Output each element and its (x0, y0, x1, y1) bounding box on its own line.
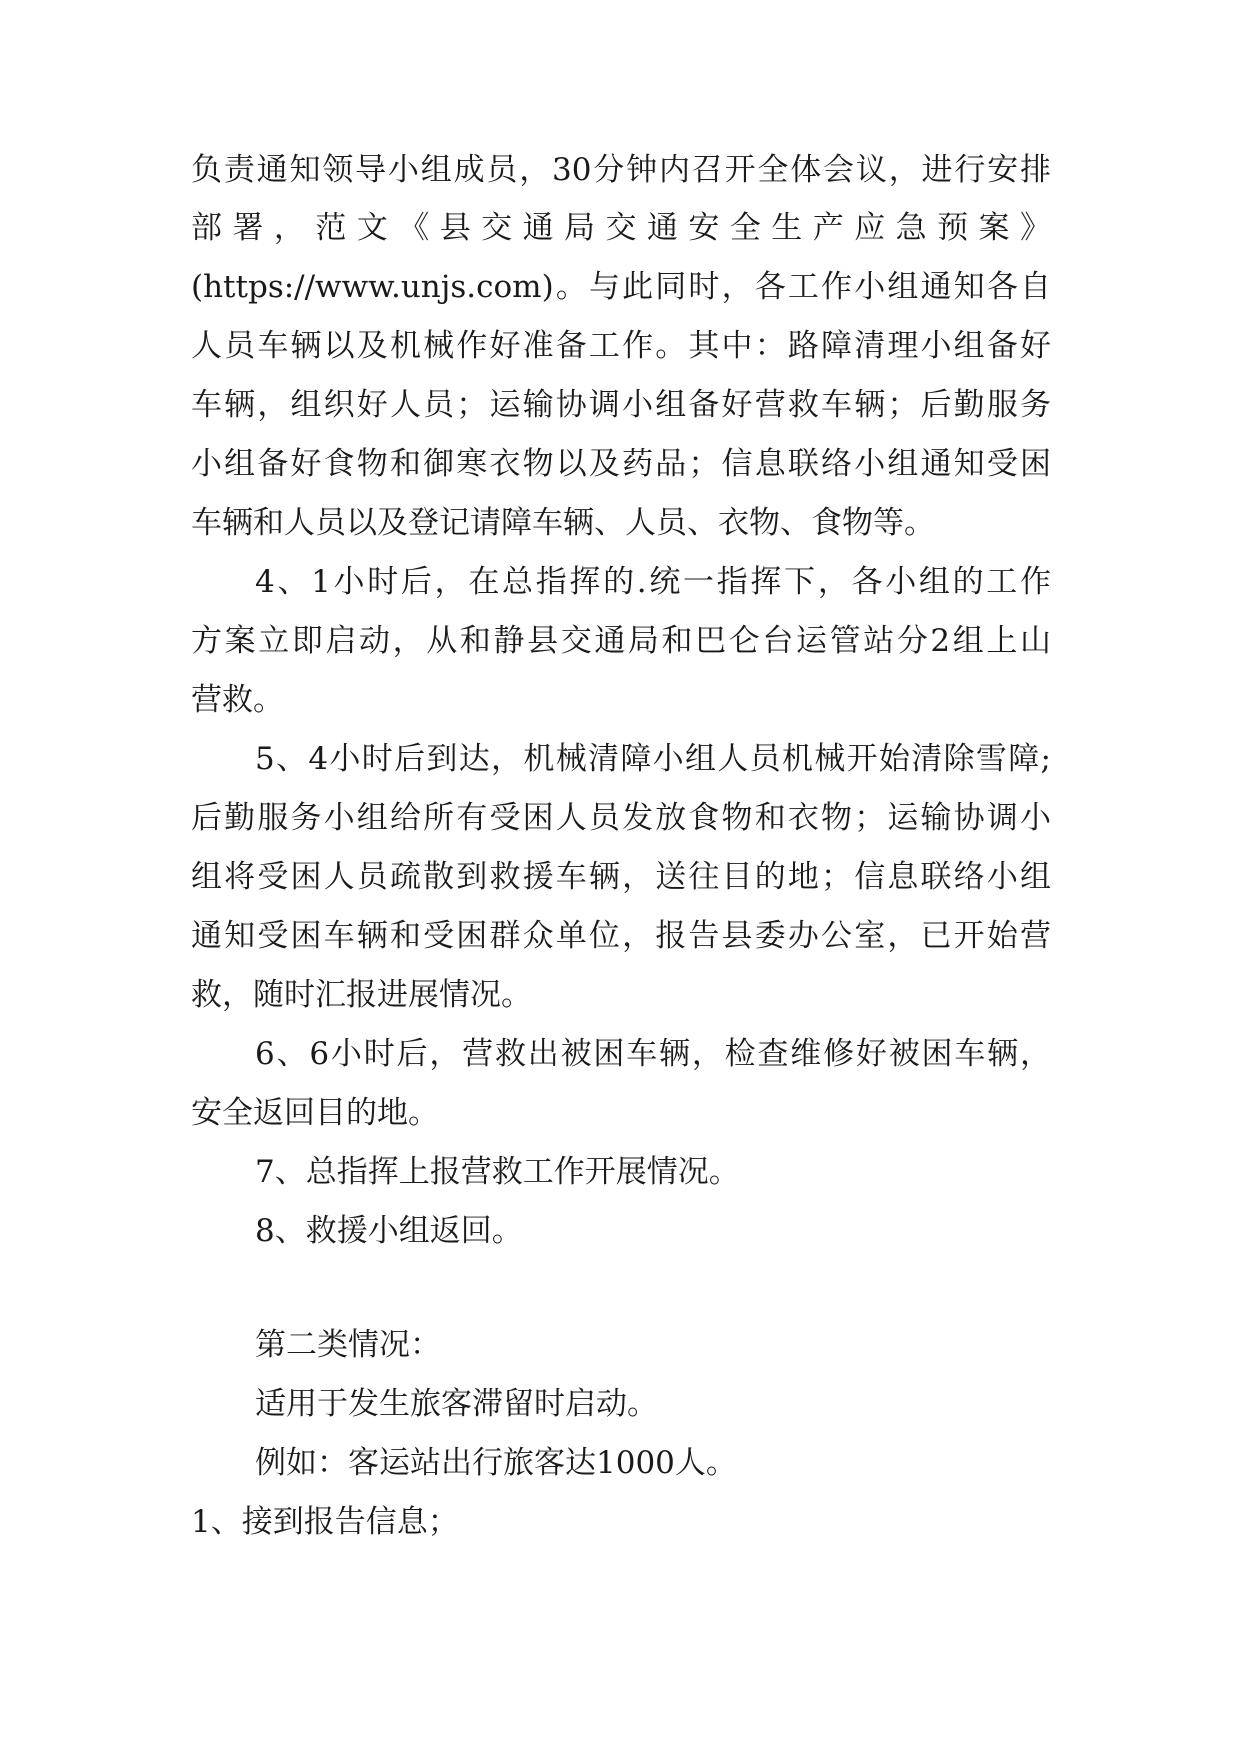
paragraph-line: 6、6小时后，营救出被困车辆，检查维修好被困车辆， (255, 1036, 1051, 1072)
paragraph-line: 负责通知领导小组成员，30分钟内召开全体会议，进行安排 (191, 152, 1051, 188)
paragraph-line: 方案立即启动，从和静县交通局和巴仑台运管站分2组上山 (191, 623, 1051, 659)
paragraph-line: 5、4小时后到达，机械清障小组人员机械开始清除雪障; (255, 741, 1051, 777)
section-heading: 第二类情况： (255, 1327, 441, 1363)
paragraph-line: 8、救援小组返回。 (255, 1213, 523, 1249)
paragraph-line: 部署，范文《县交通局交通安全生产应急预案》 (191, 210, 1051, 246)
paragraph-line: 车辆和人员以及登记请障车辆、人员、衣物、食物等。 (191, 505, 935, 541)
paragraph-line: 例如：客运站出行旅客达1000人。 (255, 1445, 737, 1481)
paragraph-line: 营救。 (191, 682, 284, 718)
paragraph-line: 组将受困人员疏散到救援车辆，送往目的地；信息联络小组 (191, 859, 1051, 895)
paragraph-line: 通知受困车辆和受困群众单位，报告县委办公室，已开始营 (191, 918, 1051, 954)
paragraph-line: 7、总指挥上报营救工作开展情况。 (255, 1154, 740, 1190)
paragraph-line: 小组备好食物和御寒衣物以及药品；信息联络小组通知受困 (191, 446, 1051, 482)
paragraph-line: (https://www.unjs.com)。与此同时，各工作小组通知各自 (191, 269, 1051, 305)
paragraph-line: 车辆，组织好人员；运输协调小组备好营救车辆；后勤服务 (191, 387, 1051, 423)
paragraph-line: 1、接到报告信息； (191, 1504, 459, 1540)
paragraph-line: 后勤服务小组给所有受困人员发放食物和衣物；运输协调小 (191, 800, 1051, 836)
paragraph-line: 4、1小时后，在总指挥的.统一指挥下，各小组的工作 (255, 564, 1051, 600)
paragraph-line: 安全返回目的地。 (191, 1095, 439, 1131)
paragraph-line: 救，随时汇报进展情况。 (191, 977, 532, 1013)
paragraph-line: 人员车辆以及机械作好准备工作。其中：路障清理小组备好 (191, 328, 1051, 364)
paragraph-line: 适用于发生旅客滞留时启动。 (255, 1386, 658, 1422)
